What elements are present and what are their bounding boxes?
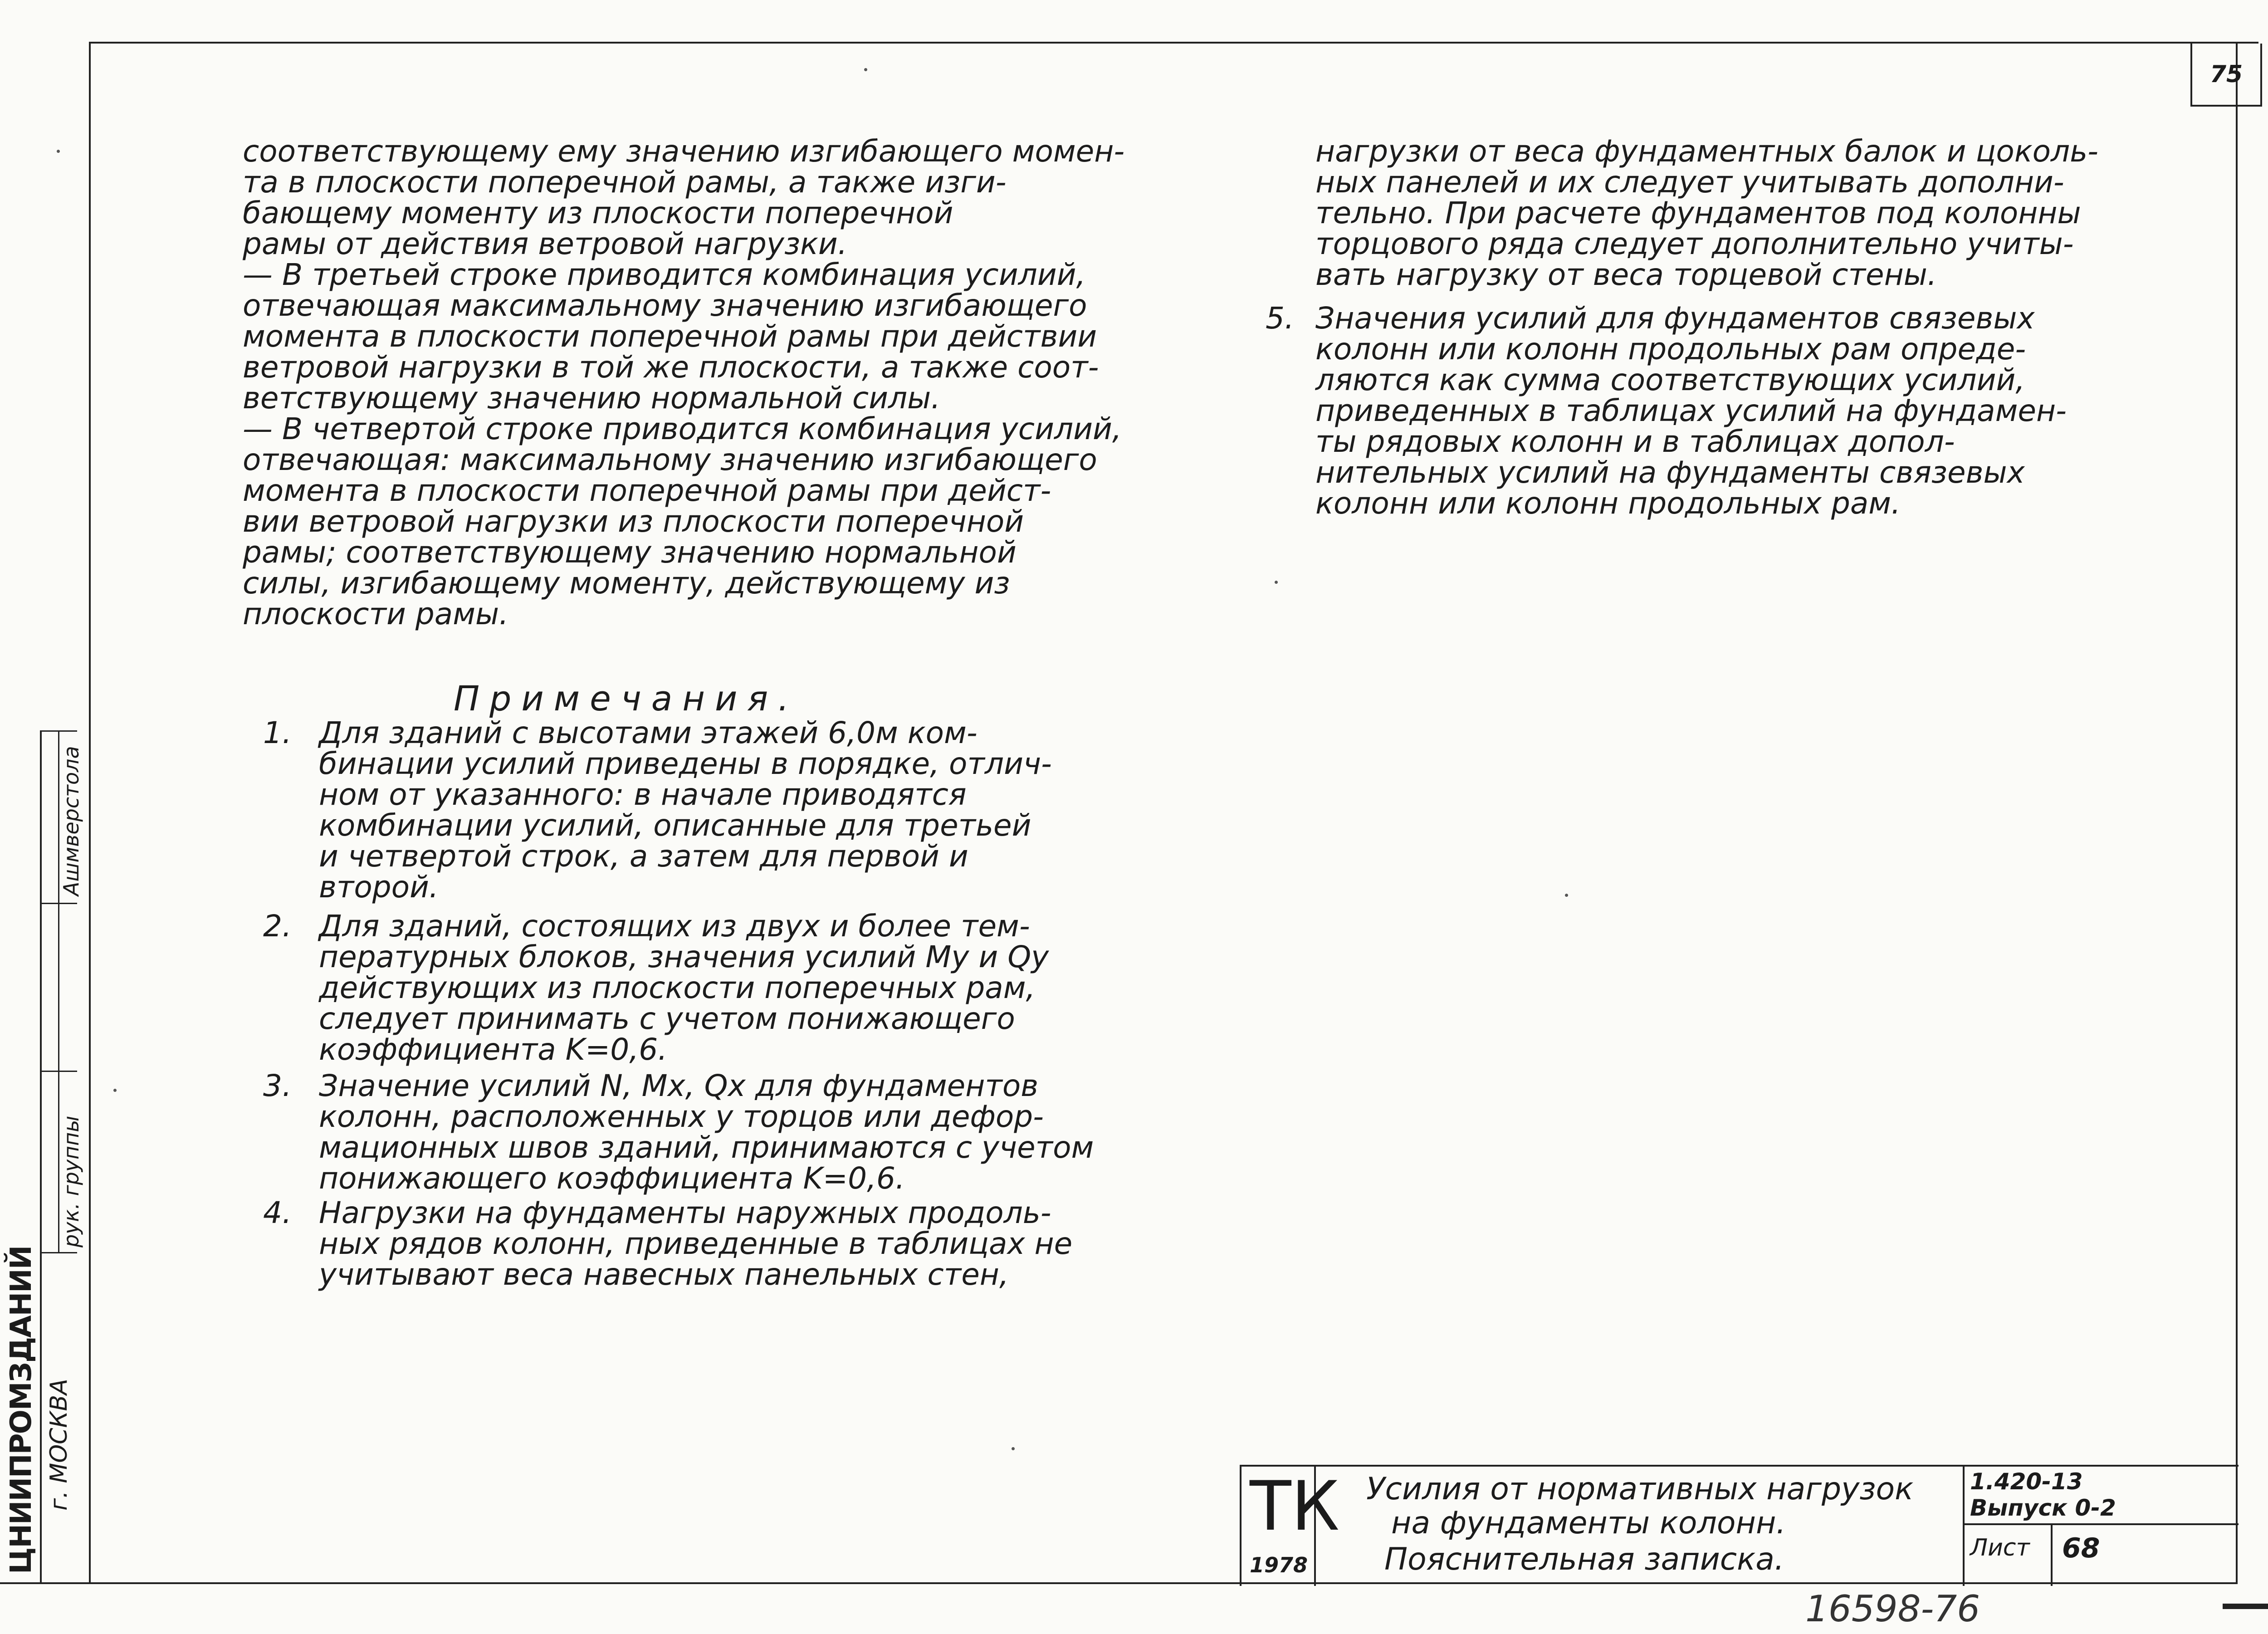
text-line: второй. bbox=[319, 870, 439, 905]
side-stamp-role: рук. группы bbox=[59, 1115, 83, 1248]
text-line: соответствующему ему значению изгибающего момен- bbox=[243, 134, 1125, 169]
scan-speck bbox=[1275, 581, 1278, 584]
frame-left-border bbox=[89, 42, 91, 1584]
text-line: вать нагрузку от веса торцевой стены. bbox=[1315, 257, 1937, 292]
edge-mark bbox=[2223, 1604, 2268, 1609]
note-number: 5. bbox=[1266, 301, 1294, 336]
text-line: плоскости рамы. bbox=[243, 597, 509, 631]
text-line: ветровой нагрузки в той же плоскости, а также соот- bbox=[243, 350, 1099, 385]
page-number: 75 bbox=[2209, 60, 2243, 88]
text-line: Для зданий с высотами этажей 6,0м ком- bbox=[319, 715, 978, 750]
text-line: колонн или колонн продольных рам. bbox=[1315, 486, 1901, 521]
text-line: Для зданий, состоящих из двух и более тем- bbox=[319, 909, 1030, 944]
text-line: понижающего коэффициента K=0,6. bbox=[319, 1161, 905, 1196]
text-line: вии ветровой нагрузки из плоскости поперечной bbox=[243, 504, 1024, 539]
text-line: учитывают веса навесных панельных стен, bbox=[319, 1257, 1009, 1292]
notes-heading: Примечания. bbox=[454, 678, 799, 719]
text-line: торцового ряда следует дополнительно учиты- bbox=[1315, 226, 2074, 261]
text-line: ном от указанного: в начале приводятся bbox=[319, 777, 967, 812]
title-line: на фундаменты колонн. bbox=[1391, 1505, 1786, 1541]
text-line: действующих из плоскости поперечных рам, bbox=[319, 970, 1036, 1005]
note-number: 4. bbox=[263, 1195, 292, 1230]
document-title bbox=[1314, 1467, 1965, 1586]
text-line: бинации усилий приведены в порядке, отлич- bbox=[319, 746, 1052, 781]
text-line: колонн или колонн продольных рам опреде- bbox=[1315, 332, 2026, 367]
sheet-number: 68 bbox=[2062, 1532, 2100, 1564]
text-line: Значения усилий для фундаментов связевых bbox=[1315, 301, 2035, 336]
side-stamp-row bbox=[41, 1252, 77, 1253]
scan-speck bbox=[1565, 894, 1568, 897]
side-stamp-row bbox=[41, 903, 77, 904]
text-line: пературных блоков, значения усилий My и Qy bbox=[319, 939, 1049, 974]
text-line: приведенных в таблицах усилий на фундамен- bbox=[1315, 393, 2067, 428]
text-line: ных рядов колонн, приведенные в таблицах не bbox=[319, 1226, 1073, 1261]
text-line: комбинации усилий, описанные для третьей bbox=[319, 808, 1031, 843]
side-stamp bbox=[0, 730, 83, 1579]
archive-number: 16598-76 bbox=[1805, 1588, 1980, 1630]
text-line: Значение усилий N, Mx, Qx для фундаментов bbox=[319, 1068, 1039, 1103]
side-stamp-word: Ашмверстола bbox=[59, 746, 83, 896]
text-line: рамы; соответствующему значению нормальной bbox=[243, 535, 1017, 570]
text-line: мационных швов зданий, принимаются с учетом bbox=[319, 1130, 1094, 1165]
sheet-label: Лист bbox=[1970, 1534, 2030, 1561]
text-line: рамы от действия ветровой нагрузки. bbox=[243, 226, 847, 261]
scan-speck bbox=[864, 68, 867, 71]
text-line: тельно. При расчете фундаментов под колонны bbox=[1315, 196, 2081, 230]
side-stamp-city: г. МОСКВА bbox=[45, 1379, 73, 1511]
text-line: ляются как сумма соответствующих усилий, bbox=[1315, 362, 2025, 397]
title-line: Усилия от нормативных нагрузок bbox=[1366, 1471, 1914, 1507]
side-stamp-organization: ЦНИИПРОМЗДАНИЙ bbox=[5, 1246, 38, 1574]
text-line: следует принимать с учетом понижающего bbox=[319, 1001, 1015, 1036]
scan-speck bbox=[113, 1089, 117, 1092]
text-line: момента в плоскости поперечной рамы при действии bbox=[243, 319, 1097, 354]
left-column-text bbox=[243, 136, 1124, 630]
text-line: Нагрузки на фундаменты наружных продоль- bbox=[319, 1195, 1051, 1230]
document-code-cell bbox=[1965, 1467, 2239, 1525]
note-number: 3. bbox=[263, 1068, 292, 1103]
side-stamp-row bbox=[41, 1071, 77, 1072]
title-line: Пояснительная записка. bbox=[1384, 1541, 1784, 1577]
frame-right-border bbox=[2236, 42, 2238, 1584]
text-line: та в плоскости поперечной рамы, а также изги- bbox=[243, 165, 1007, 200]
text-line: колонн, расположенных у торцов или дефор- bbox=[319, 1099, 1044, 1134]
logo-year: 1978 bbox=[1250, 1553, 1308, 1577]
text-line: отвечающая максимальному значению изгибающего bbox=[243, 288, 1087, 323]
scan-speck bbox=[1012, 1447, 1015, 1450]
text-line: бающему моменту из плоскости поперечной bbox=[243, 196, 953, 230]
note-number: 1. bbox=[263, 715, 292, 750]
sheet-cell bbox=[1965, 1525, 2239, 1586]
text-line: ных панелей и их следует учитывать дополни- bbox=[1315, 165, 2064, 200]
text-line: ты рядовых колонн и в таблицах допол- bbox=[1315, 424, 1955, 459]
note-number: 2. bbox=[263, 909, 292, 944]
side-stamp-border bbox=[40, 730, 42, 1583]
right-column-text bbox=[1315, 136, 2098, 290]
title-block bbox=[1240, 1465, 2239, 1586]
side-stamp-row bbox=[41, 730, 77, 732]
document-code: 1.420-13 bbox=[1970, 1468, 2083, 1495]
text-line: и четвертой строк, а затем для первой и bbox=[319, 839, 968, 874]
sheet-divider bbox=[2051, 1525, 2053, 1586]
text-line: — В четвертой строке приводится комбинация усилий, bbox=[243, 411, 1122, 446]
document-issue: Выпуск 0-2 bbox=[1970, 1495, 2116, 1521]
logo-letters: ТК bbox=[1250, 1467, 1340, 1546]
text-line: нительных усилий на фундаменты связевых bbox=[1315, 455, 2025, 490]
text-line: момента в плоскости поперечной рамы при дейст- bbox=[243, 473, 1051, 508]
frame-top-border bbox=[91, 42, 2258, 44]
page-number-box bbox=[2190, 44, 2262, 107]
scan-speck bbox=[57, 150, 60, 153]
organization-logo bbox=[1242, 1467, 1340, 1586]
text-line: отвечающая: максимальному значению изгибающего bbox=[243, 442, 1097, 477]
text-line: нагрузки от веса фундаментных балок и цоколь- bbox=[1315, 134, 2098, 169]
text-line: — В третьей строке приводится комбинация усилий, bbox=[243, 257, 1086, 292]
text-line: силы, изгибающему моменту, действующему из bbox=[243, 566, 1010, 601]
text-line: ветствующему значению нормальной силы. bbox=[243, 381, 941, 416]
text-line: коэффициента K=0,6. bbox=[319, 1032, 668, 1067]
